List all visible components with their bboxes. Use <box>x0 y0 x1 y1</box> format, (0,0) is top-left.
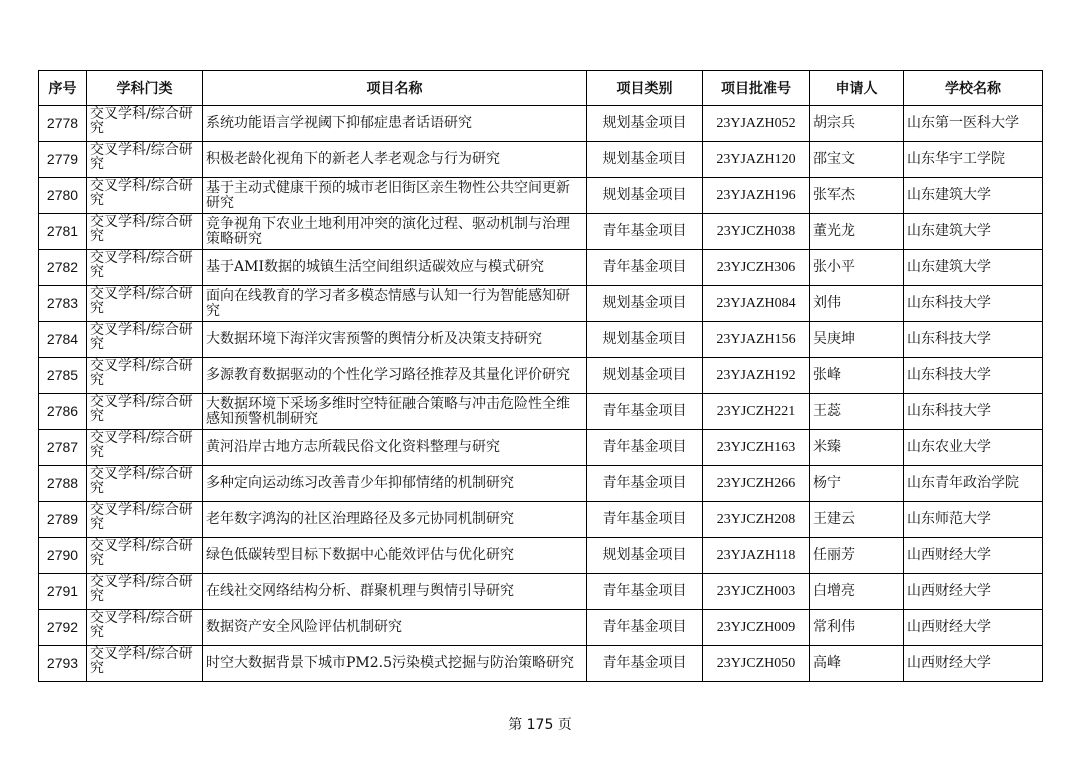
table-row <box>39 394 1043 430</box>
cell-approval-number: 23YJCZH306 <box>703 250 810 286</box>
cell-seq: 2788 <box>39 466 87 502</box>
table-row <box>39 574 1043 610</box>
cell-approval-number: 23YJAZH196 <box>703 178 810 214</box>
header-discipline: 学科门类 <box>87 71 203 106</box>
cell-approval-number: 23YJAZH118 <box>703 538 810 574</box>
cell-project-type: 规划基金项目 <box>587 286 703 322</box>
table-row <box>39 286 1043 322</box>
table-row <box>39 610 1043 646</box>
cell-school: 山东师范大学 <box>904 502 1043 538</box>
cell-discipline: 交叉学科/综合研究 <box>87 394 203 430</box>
cell-project-type: 青年基金项目 <box>587 394 703 430</box>
table-row <box>39 178 1043 214</box>
table-header-row <box>39 71 1043 106</box>
cell-approval-number: 23YJCZH009 <box>703 610 810 646</box>
table-row <box>39 646 1043 682</box>
cell-seq: 2784 <box>39 322 87 358</box>
cell-discipline: 交叉学科/综合研究 <box>87 574 203 610</box>
cell-project-name: 基于主动式健康干预的城市老旧街区亲生物性公共空间更新研究 <box>203 178 587 214</box>
cell-project-type: 青年基金项目 <box>587 646 703 682</box>
header-project-name: 项目名称 <box>203 71 587 106</box>
cell-project-type: 规划基金项目 <box>587 106 703 142</box>
cell-seq: 2791 <box>39 574 87 610</box>
cell-applicant: 胡宗兵 <box>810 106 904 142</box>
cell-school: 山西财经大学 <box>904 538 1043 574</box>
table-row <box>39 322 1043 358</box>
cell-approval-number: 23YJAZH052 <box>703 106 810 142</box>
cell-school: 山东建筑大学 <box>904 214 1043 250</box>
table-row <box>39 106 1043 142</box>
cell-seq: 2783 <box>39 286 87 322</box>
cell-project-name: 大数据环境下采场多维时空特征融合策略与冲击危险性全维感知预警机制研究 <box>203 394 587 430</box>
cell-applicant: 王建云 <box>810 502 904 538</box>
cell-applicant: 董光龙 <box>810 214 904 250</box>
cell-project-name: 在线社交网络结构分析、群聚机理与舆情引导研究 <box>203 574 587 610</box>
cell-project-name: 多种定向运动练习改善青少年抑郁情绪的机制研究 <box>203 466 587 502</box>
table-row <box>39 214 1043 250</box>
cell-applicant: 张小平 <box>810 250 904 286</box>
cell-approval-number: 23YJCZH221 <box>703 394 810 430</box>
cell-discipline: 交叉学科/综合研究 <box>87 538 203 574</box>
cell-seq: 2778 <box>39 106 87 142</box>
cell-project-type: 规划基金项目 <box>587 142 703 178</box>
cell-project-type: 规划基金项目 <box>587 538 703 574</box>
cell-discipline: 交叉学科/综合研究 <box>87 430 203 466</box>
cell-school: 山东建筑大学 <box>904 250 1043 286</box>
cell-school: 山东第一医科大学 <box>904 106 1043 142</box>
cell-project-name: 多源教育数据驱动的个性化学习路径推荐及其量化评价研究 <box>203 358 587 394</box>
cell-discipline: 交叉学科/综合研究 <box>87 286 203 322</box>
cell-project-name: 黄河沿岸古地方志所载民俗文化资料整理与研究 <box>203 430 587 466</box>
cell-discipline: 交叉学科/综合研究 <box>87 502 203 538</box>
cell-discipline: 交叉学科/综合研究 <box>87 142 203 178</box>
cell-applicant: 米臻 <box>810 430 904 466</box>
cell-seq: 2786 <box>39 394 87 430</box>
cell-school: 山东科技大学 <box>904 286 1043 322</box>
cell-seq: 2793 <box>39 646 87 682</box>
cell-project-type: 规划基金项目 <box>587 178 703 214</box>
cell-discipline: 交叉学科/综合研究 <box>87 250 203 286</box>
table-body <box>39 106 1043 682</box>
cell-approval-number: 23YJAZH192 <box>703 358 810 394</box>
cell-project-type: 规划基金项目 <box>587 358 703 394</box>
cell-school: 山东农业大学 <box>904 430 1043 466</box>
cell-discipline: 交叉学科/综合研究 <box>87 178 203 214</box>
cell-applicant: 张军杰 <box>810 178 904 214</box>
cell-applicant: 杨宁 <box>810 466 904 502</box>
cell-discipline: 交叉学科/综合研究 <box>87 106 203 142</box>
cell-seq: 2789 <box>39 502 87 538</box>
cell-applicant: 邵宝文 <box>810 142 904 178</box>
cell-discipline: 交叉学科/综合研究 <box>87 214 203 250</box>
cell-applicant: 高峰 <box>810 646 904 682</box>
cell-project-type: 青年基金项目 <box>587 250 703 286</box>
cell-discipline: 交叉学科/综合研究 <box>87 466 203 502</box>
header-applicant: 申请人 <box>810 71 904 106</box>
cell-project-name: 绿色低碳转型目标下数据中心能效评估与优化研究 <box>203 538 587 574</box>
cell-applicant: 常利伟 <box>810 610 904 646</box>
cell-project-name: 数据资产安全风险评估机制研究 <box>203 610 587 646</box>
project-table <box>38 70 1043 682</box>
cell-school: 山东科技大学 <box>904 394 1043 430</box>
cell-applicant: 吴庚坤 <box>810 322 904 358</box>
cell-project-name: 面向在线教育的学习者多模态情感与认知一行为智能感知研究 <box>203 286 587 322</box>
cell-project-type: 青年基金项目 <box>587 610 703 646</box>
cell-project-name: 大数据环境下海洋灾害预警的舆情分析及决策支持研究 <box>203 322 587 358</box>
cell-project-name: 竞争视角下农业土地利用冲突的演化过程、驱动机制与治理策略研究 <box>203 214 587 250</box>
cell-approval-number: 23YJCZH163 <box>703 430 810 466</box>
cell-project-type: 青年基金项目 <box>587 466 703 502</box>
cell-school: 山东青年政治学院 <box>904 466 1043 502</box>
cell-project-name: 基于AMI数据的城镇生活空间组织适碳效应与模式研究 <box>203 250 587 286</box>
cell-applicant: 任丽芳 <box>810 538 904 574</box>
cell-project-name: 系统功能语言学视阈下抑郁症患者话语研究 <box>203 106 587 142</box>
cell-approval-number: 23YJCZH208 <box>703 502 810 538</box>
cell-discipline: 交叉学科/综合研究 <box>87 610 203 646</box>
cell-seq: 2779 <box>39 142 87 178</box>
cell-school: 山东建筑大学 <box>904 178 1043 214</box>
cell-project-name: 时空大数据背景下城市PM2.5污染模式挖掘与防治策略研究 <box>203 646 587 682</box>
cell-seq: 2790 <box>39 538 87 574</box>
cell-school: 山西财经大学 <box>904 610 1043 646</box>
cell-school: 山西财经大学 <box>904 574 1043 610</box>
cell-applicant: 刘伟 <box>810 286 904 322</box>
cell-approval-number: 23YJCZH266 <box>703 466 810 502</box>
cell-approval-number: 23YJAZH156 <box>703 322 810 358</box>
cell-approval-number: 23YJCZH050 <box>703 646 810 682</box>
cell-project-name: 老年数字鸿沟的社区治理路径及多元协同机制研究 <box>203 502 587 538</box>
cell-discipline: 交叉学科/综合研究 <box>87 646 203 682</box>
cell-applicant: 白增亮 <box>810 574 904 610</box>
cell-seq: 2785 <box>39 358 87 394</box>
cell-seq: 2780 <box>39 178 87 214</box>
cell-approval-number: 23YJAZH120 <box>703 142 810 178</box>
cell-school: 山西财经大学 <box>904 646 1043 682</box>
cell-seq: 2781 <box>39 214 87 250</box>
cell-approval-number: 23YJAZH084 <box>703 286 810 322</box>
cell-applicant: 王蕊 <box>810 394 904 430</box>
cell-discipline: 交叉学科/综合研究 <box>87 358 203 394</box>
cell-seq: 2792 <box>39 610 87 646</box>
cell-project-type: 青年基金项目 <box>587 574 703 610</box>
header-school: 学校名称 <box>904 71 1043 106</box>
cell-project-type: 青年基金项目 <box>587 214 703 250</box>
cell-project-name: 积极老龄化视角下的新老人孝老观念与行为研究 <box>203 142 587 178</box>
cell-approval-number: 23YJCZH003 <box>703 574 810 610</box>
cell-project-type: 规划基金项目 <box>587 322 703 358</box>
cell-seq: 2782 <box>39 250 87 286</box>
cell-applicant: 张峰 <box>810 358 904 394</box>
table-row <box>39 466 1043 502</box>
cell-project-type: 青年基金项目 <box>587 502 703 538</box>
cell-project-type: 青年基金项目 <box>587 430 703 466</box>
table-row <box>39 142 1043 178</box>
cell-school: 山东华宇工学院 <box>904 142 1043 178</box>
cell-school: 山东科技大学 <box>904 322 1043 358</box>
header-project-type: 项目类别 <box>587 71 703 106</box>
table-row <box>39 502 1043 538</box>
page-number: 第 175 页 <box>508 717 572 733</box>
table-row <box>39 538 1043 574</box>
cell-school: 山东科技大学 <box>904 358 1043 394</box>
cell-discipline: 交叉学科/综合研究 <box>87 322 203 358</box>
table-row <box>39 430 1043 466</box>
table-row <box>39 358 1043 394</box>
table-row <box>39 250 1043 286</box>
header-approval-number: 项目批准号 <box>703 71 810 106</box>
cell-seq: 2787 <box>39 430 87 466</box>
header-seq: 序号 <box>39 71 87 106</box>
cell-approval-number: 23YJCZH038 <box>703 214 810 250</box>
